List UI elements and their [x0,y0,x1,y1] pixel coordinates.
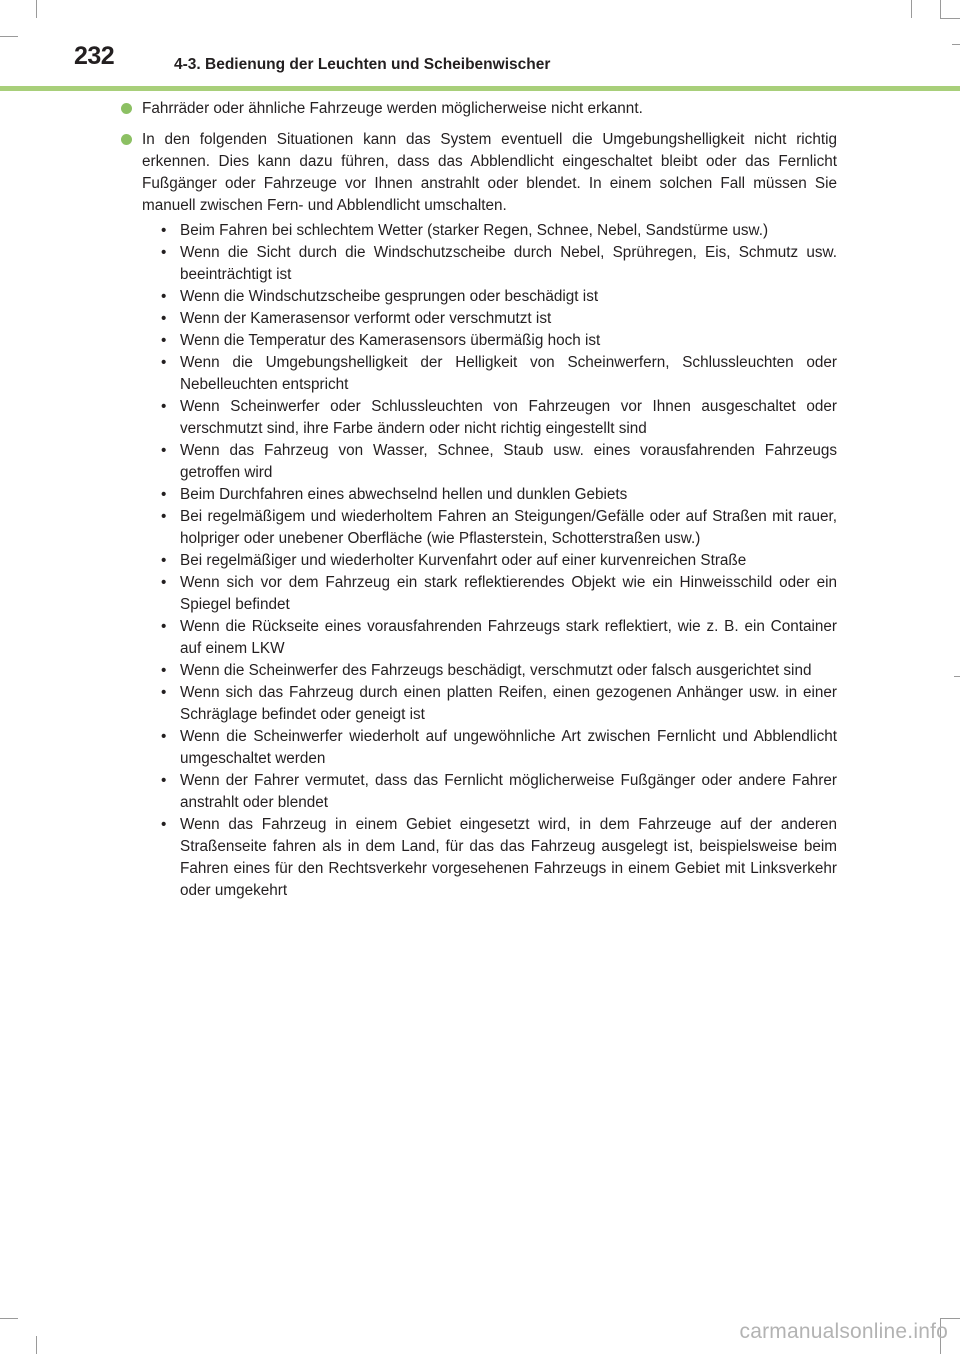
crop-mark [940,0,941,18]
bullet-icon: • [161,816,167,833]
crop-mark [36,1336,37,1354]
page-number: 232 [74,42,115,70]
list-item [160,352,837,396]
crop-mark [911,0,912,18]
bullet-icon: • [161,288,167,305]
bullet-icon: • [161,332,167,349]
list-item [160,330,837,352]
bullet-icon: • [161,618,167,635]
list-item-text: Wenn sich vor dem Fahrzeug ein stark reflektierendes Objekt wie ein Hinweisschild oder ein Spiegel befindet [180,574,837,613]
main-content [124,98,837,911]
list-item-text: Wenn Scheinwerfer oder Schlussleuchten von Fahrzeugen vor Ihnen ausgeschaltet oder verschmutzt sind, ihre Farbe ändern oder nicht richtig eingestellt sind [180,398,837,437]
bullet-icon: • [161,486,167,503]
list-item [160,550,837,572]
list-item [160,242,837,286]
bullet-icon: • [161,222,167,239]
list-item-text: Wenn der Fahrer vermutet, dass das Fernlicht möglicherweise Fußgänger oder andere Fahrer anstrahlt oder blendet [180,772,837,811]
list-item [160,682,837,726]
crop-mark [0,36,18,37]
list-item-text: Wenn die Rückseite eines vorausfahrenden Fahrzeugs stark reflektiert, wie z. B. ein Container auf einem LKW [180,618,837,657]
list-item [160,506,837,550]
list-item-text: Wenn die Sicht durch die Windschutzscheibe durch Nebel, Sprühregen, Eis, Schmutz usw. beeinträchtigt ist [180,244,837,283]
bullet-icon: • [161,508,167,525]
bullet-icon: • [161,398,167,415]
list-item [160,770,837,814]
header-rule [0,86,960,91]
bullet-icon: • [161,552,167,569]
page-header [74,42,854,78]
paragraph-text: Fahrräder oder ähnliche Fahrzeuge werden möglicherweise nicht erkannt. [142,100,643,117]
list-item [160,660,837,682]
list-item-text: Wenn die Temperatur des Kamerasensors übermäßig hoch ist [180,332,601,349]
list-item-text: Wenn das Fahrzeug in einem Gebiet eingesetzt wird, in dem Fahrzeuge auf der anderen Straßenseite fahren als in dem Land, für das das Fahrzeug ausgelegt ist, beispielsweise beim Fahren eines für den Rechtsverkehr vorgesehenen Fahrzeugs in einem Gebiet mit Linksverkehr oder umgekehrt [180,816,837,899]
bullet-icon: • [161,684,167,701]
paragraph [124,98,837,120]
crop-mark [0,1318,18,1319]
list-item-text: Wenn die Scheinwerfer des Fahrzeugs beschädigt, verschmutzt oder falsch ausgerichtet sind [180,662,812,679]
list-item [160,440,837,484]
list-item [160,220,837,242]
list-item [160,616,837,660]
list-item-text: Wenn die Umgebungshelligkeit der Helligkeit von Scheinwerfern, Schlussleuchten oder Nebelleuchten entspricht [180,354,837,393]
list-item [160,484,837,506]
list-item [160,814,837,902]
list-item-text: Wenn der Kamerasensor verformt oder verschmutzt ist [180,310,552,327]
green-circle-icon [121,103,132,114]
crop-mark [954,676,960,677]
green-circle-icon [121,134,132,145]
bullet-icon: • [161,244,167,261]
watermark-text: carmanualsonline.info [739,1320,948,1343]
list-item-text: Wenn die Scheinwerfer wiederholt auf ungewöhnliche Art zwischen Fernlicht und Abblendlicht umgeschaltet werden [180,728,837,767]
list-item [160,572,837,616]
crop-mark [952,44,960,45]
situation-list [160,220,837,902]
crop-mark [940,1318,960,1319]
paragraph-text: In den folgenden Situationen kann das System eventuell die Umgebungshelligkeit nicht richtig erkennen. Dies kann dazu führen, dass das Abblendlicht eingeschaltet bleibt oder das Fernlicht Fußgänger oder Fahrzeuge vor Ihnen anstrahlt oder blendet. In einem solchen Fall müssen Sie manuell zwischen Fern- und Abblendlicht umschalten. [142,131,837,214]
list-item [160,286,837,308]
list-item [160,396,837,440]
bullet-icon: • [161,310,167,327]
list-item-text: Beim Durchfahren eines abwechselnd hellen und dunklen Gebiets [180,486,628,503]
bullet-icon: • [161,442,167,459]
bullet-icon: • [161,354,167,371]
section-title: 4-3. Bedienung der Leuchten und Scheibenwischer [174,56,551,73]
list-item-text: Wenn sich das Fahrzeug durch einen platten Reifen, einen gezogenen Anhänger usw. in einer Schräglage befindet oder geneigt ist [180,684,837,723]
bullet-icon: • [161,728,167,745]
list-item-text: Wenn das Fahrzeug von Wasser, Schnee, Staub usw. eines vorausfahrenden Fahrzeugs getroffen wird [180,442,837,481]
bullet-icon: • [161,772,167,789]
list-item-text: Wenn die Windschutzscheibe gesprungen oder beschädigt ist [180,288,599,305]
list-item [160,308,837,330]
list-item-text: Bei regelmäßigem und wiederholtem Fahren an Steigungen/Gefälle oder auf Straßen mit rauer, holpriger oder unebener Oberfläche (wie Pflasterstein, Schotterstraßen usw.) [180,508,837,547]
list-item [160,726,837,770]
list-item-text: Bei regelmäßiger und wiederholter Kurvenfahrt oder auf einer kurvenreichen Straße [180,552,747,569]
bullet-icon: • [161,574,167,591]
paragraph [124,129,837,902]
list-item-text: Beim Fahren bei schlechtem Wetter (starker Regen, Schnee, Nebel, Sandstürme usw.) [180,222,769,239]
crop-mark [36,0,37,18]
crop-mark [940,18,960,19]
bullet-icon: • [161,662,167,679]
